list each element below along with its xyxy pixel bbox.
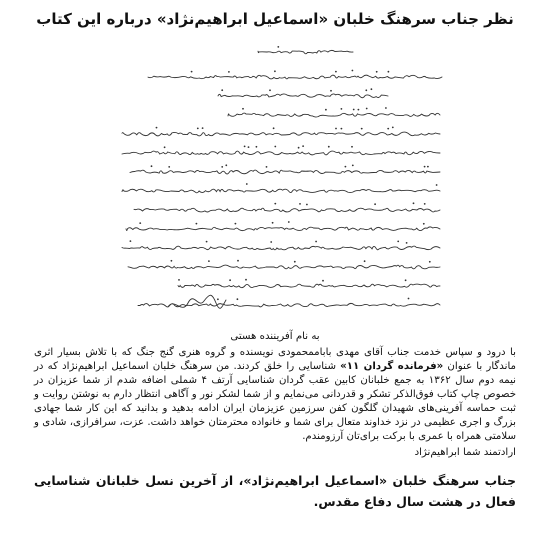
page-title: نظر جناب سرهنگ خلبان «اسماعیل ابراهیم‌نژاد» درباره این کتاب [36, 10, 514, 28]
handwriting-dot [387, 128, 389, 130]
handwritten-note-image [108, 40, 448, 312]
handwriting-dot [388, 71, 390, 73]
handwriting-dot [294, 261, 296, 263]
handwriting-dot [246, 183, 248, 185]
handwriting-dot [385, 107, 387, 109]
handwriting-dot [413, 202, 415, 204]
handwriting-stroke [148, 75, 442, 79]
transcription-text-after: شناسایی را خلق کردند. من سرهنگ خلبان اسماعیل ابراهیم‌نژاد که در نیمه دوم سال ۱۳۶۲ به جمع خلبانان کابین عقب گردان شناسایی آرتف ۴ شملی اضافه شدم از شما عزیزان در خصوص چاپ کتاب فوق‌الذکر تشکر و قدردانی می‌نمایم و از شما لشکر نور و آگاهی انتظار دارم به نوشتن روایت و ثبت حماسه آفرینی‌های شهیدان گلگون کفن سرزمین عزیزمان ایران ادامه بدهید و بدانید که این کار شما جهادی بزرگ و اجری عظیمی در نزد خداوند متعال برای شما و خانواده محترمتان خواهد داشت. عزت، سرافرازی، شادی و سلامتی همراه با عمری با برکت برای‌تان آرزومندم. [34, 361, 516, 442]
handwriting-dot [335, 71, 337, 73]
handwriting-dot [351, 146, 353, 148]
handwriting-dot [266, 166, 268, 168]
handwriting-dot [335, 128, 337, 130]
handwriting-dot [330, 90, 332, 92]
handwriting-dot [352, 70, 354, 72]
handwriting-dot [171, 260, 173, 262]
handwriting-stroke [218, 94, 388, 98]
handwriting-stroke [122, 132, 440, 136]
handwriting-dot [244, 146, 246, 148]
handwriting-dot [245, 279, 247, 281]
handwriting-dot [288, 221, 290, 223]
handwriting-stroke [138, 303, 440, 306]
transcription-signature: ارادتمند شما ابراهیم‌نژاد [414, 447, 516, 458]
handwriting-dot [256, 146, 258, 148]
handwriting-dot [229, 279, 231, 281]
handwriting-dot [306, 204, 308, 206]
handwriting-dot [274, 203, 276, 205]
handwriting-dot [345, 166, 347, 168]
handwriting-stroke [134, 208, 440, 212]
handwriting-dot [328, 146, 330, 148]
handwriting-dot [364, 260, 366, 262]
handwriting-dot [191, 71, 193, 73]
transcription-body [34, 346, 516, 444]
book-title: «فرمانده گردان ۱۱» [340, 361, 444, 372]
handwriting-dot [208, 260, 210, 262]
handwritten-note-scribble [108, 40, 448, 312]
handwriting-dot [424, 203, 426, 205]
handwriting-stroke [258, 50, 353, 53]
handwriting-dot [221, 166, 223, 168]
handwriting-dot [299, 203, 301, 205]
handwriting-dot [392, 127, 394, 129]
handwriting-dot [202, 127, 204, 129]
handwriting-dot [237, 298, 239, 300]
handwriting-dot [361, 128, 363, 130]
handwriting-dot [341, 108, 343, 110]
handwriting-dot [225, 164, 227, 166]
handwriting-dot [130, 240, 132, 242]
handwriting-dot [436, 184, 438, 186]
handwriting-dot [315, 241, 317, 243]
handwriting-dot [423, 223, 425, 225]
handwriting-dot [272, 222, 274, 224]
handwriting-dot [274, 146, 276, 148]
handwriting-stroke [126, 227, 440, 231]
handwriting-dot [365, 89, 367, 91]
handwriting-dot [242, 108, 244, 110]
handwriting-dot [151, 165, 153, 167]
handwriting-dot [217, 298, 219, 300]
handwriting-dot [406, 242, 408, 244]
handwriting-dot [164, 146, 166, 148]
handwriting-dot [139, 222, 141, 224]
handwriting-dot [221, 89, 223, 91]
handwriting-dot [429, 261, 431, 263]
handwriting-dot [358, 109, 360, 111]
handwriting-dot [322, 280, 324, 282]
handwriting-dot [156, 127, 158, 129]
handwriting-dot [269, 89, 271, 91]
handwriting-stroke [128, 265, 440, 269]
handwriting-stroke [122, 151, 440, 155]
note-transcription [34, 330, 516, 460]
handwriting-stroke [178, 284, 440, 288]
handwriting-dot [405, 279, 407, 281]
transcription-heading: به نام آفریننده هستی [230, 331, 320, 342]
handwriting-dot [352, 165, 354, 167]
handwriting-stroke [228, 113, 440, 117]
handwriting-dot [196, 223, 198, 225]
handwriting-dot [273, 127, 275, 129]
handwriting-dot [353, 109, 355, 111]
handwriting-dot [397, 241, 399, 243]
handwriting-dot [178, 279, 180, 281]
handwriting-stroke [122, 246, 440, 250]
handwriting-dot [237, 260, 239, 262]
handwriting-stroke [122, 189, 440, 193]
handwriting-dot [424, 166, 426, 168]
handwriting-dot [270, 241, 272, 243]
transcription-text-before: با درود و سپاس خدمت جناب آقای مهدی باباممحمودی نویسنده و گروه هنری گنج جنگ که با تلاش بسیار اثری ماندگار با عنوان [34, 347, 517, 372]
handwriting-dot [374, 203, 376, 205]
photo-caption: جناب سرهنگ خلبان «اسماعیل ابراهیم‌نژاد»، از آخرین نسل خلبانان شناسایی فعال در هشت سال دفاع مقدس. [34, 473, 516, 509]
handwriting-dot [341, 128, 343, 130]
handwriting-dot [298, 147, 300, 149]
handwriting-dot [277, 46, 279, 48]
handwriting-dot [427, 166, 429, 168]
handwriting-dot [168, 166, 170, 168]
handwriting-dot [366, 108, 368, 110]
handwriting-dot [376, 71, 378, 73]
handwriting-dot [228, 71, 230, 73]
handwriting-dot [206, 241, 208, 243]
handwriting-dot [235, 223, 237, 225]
handwriting-dot [197, 128, 199, 130]
handwriting-dot [325, 109, 327, 111]
handwriting-dot [371, 88, 373, 90]
handwriting-dot [408, 298, 410, 300]
handwriting-stroke [130, 170, 440, 174]
handwriting-dot [274, 70, 276, 72]
handwriting-dot [248, 146, 250, 148]
handwriting-dot [302, 145, 304, 147]
